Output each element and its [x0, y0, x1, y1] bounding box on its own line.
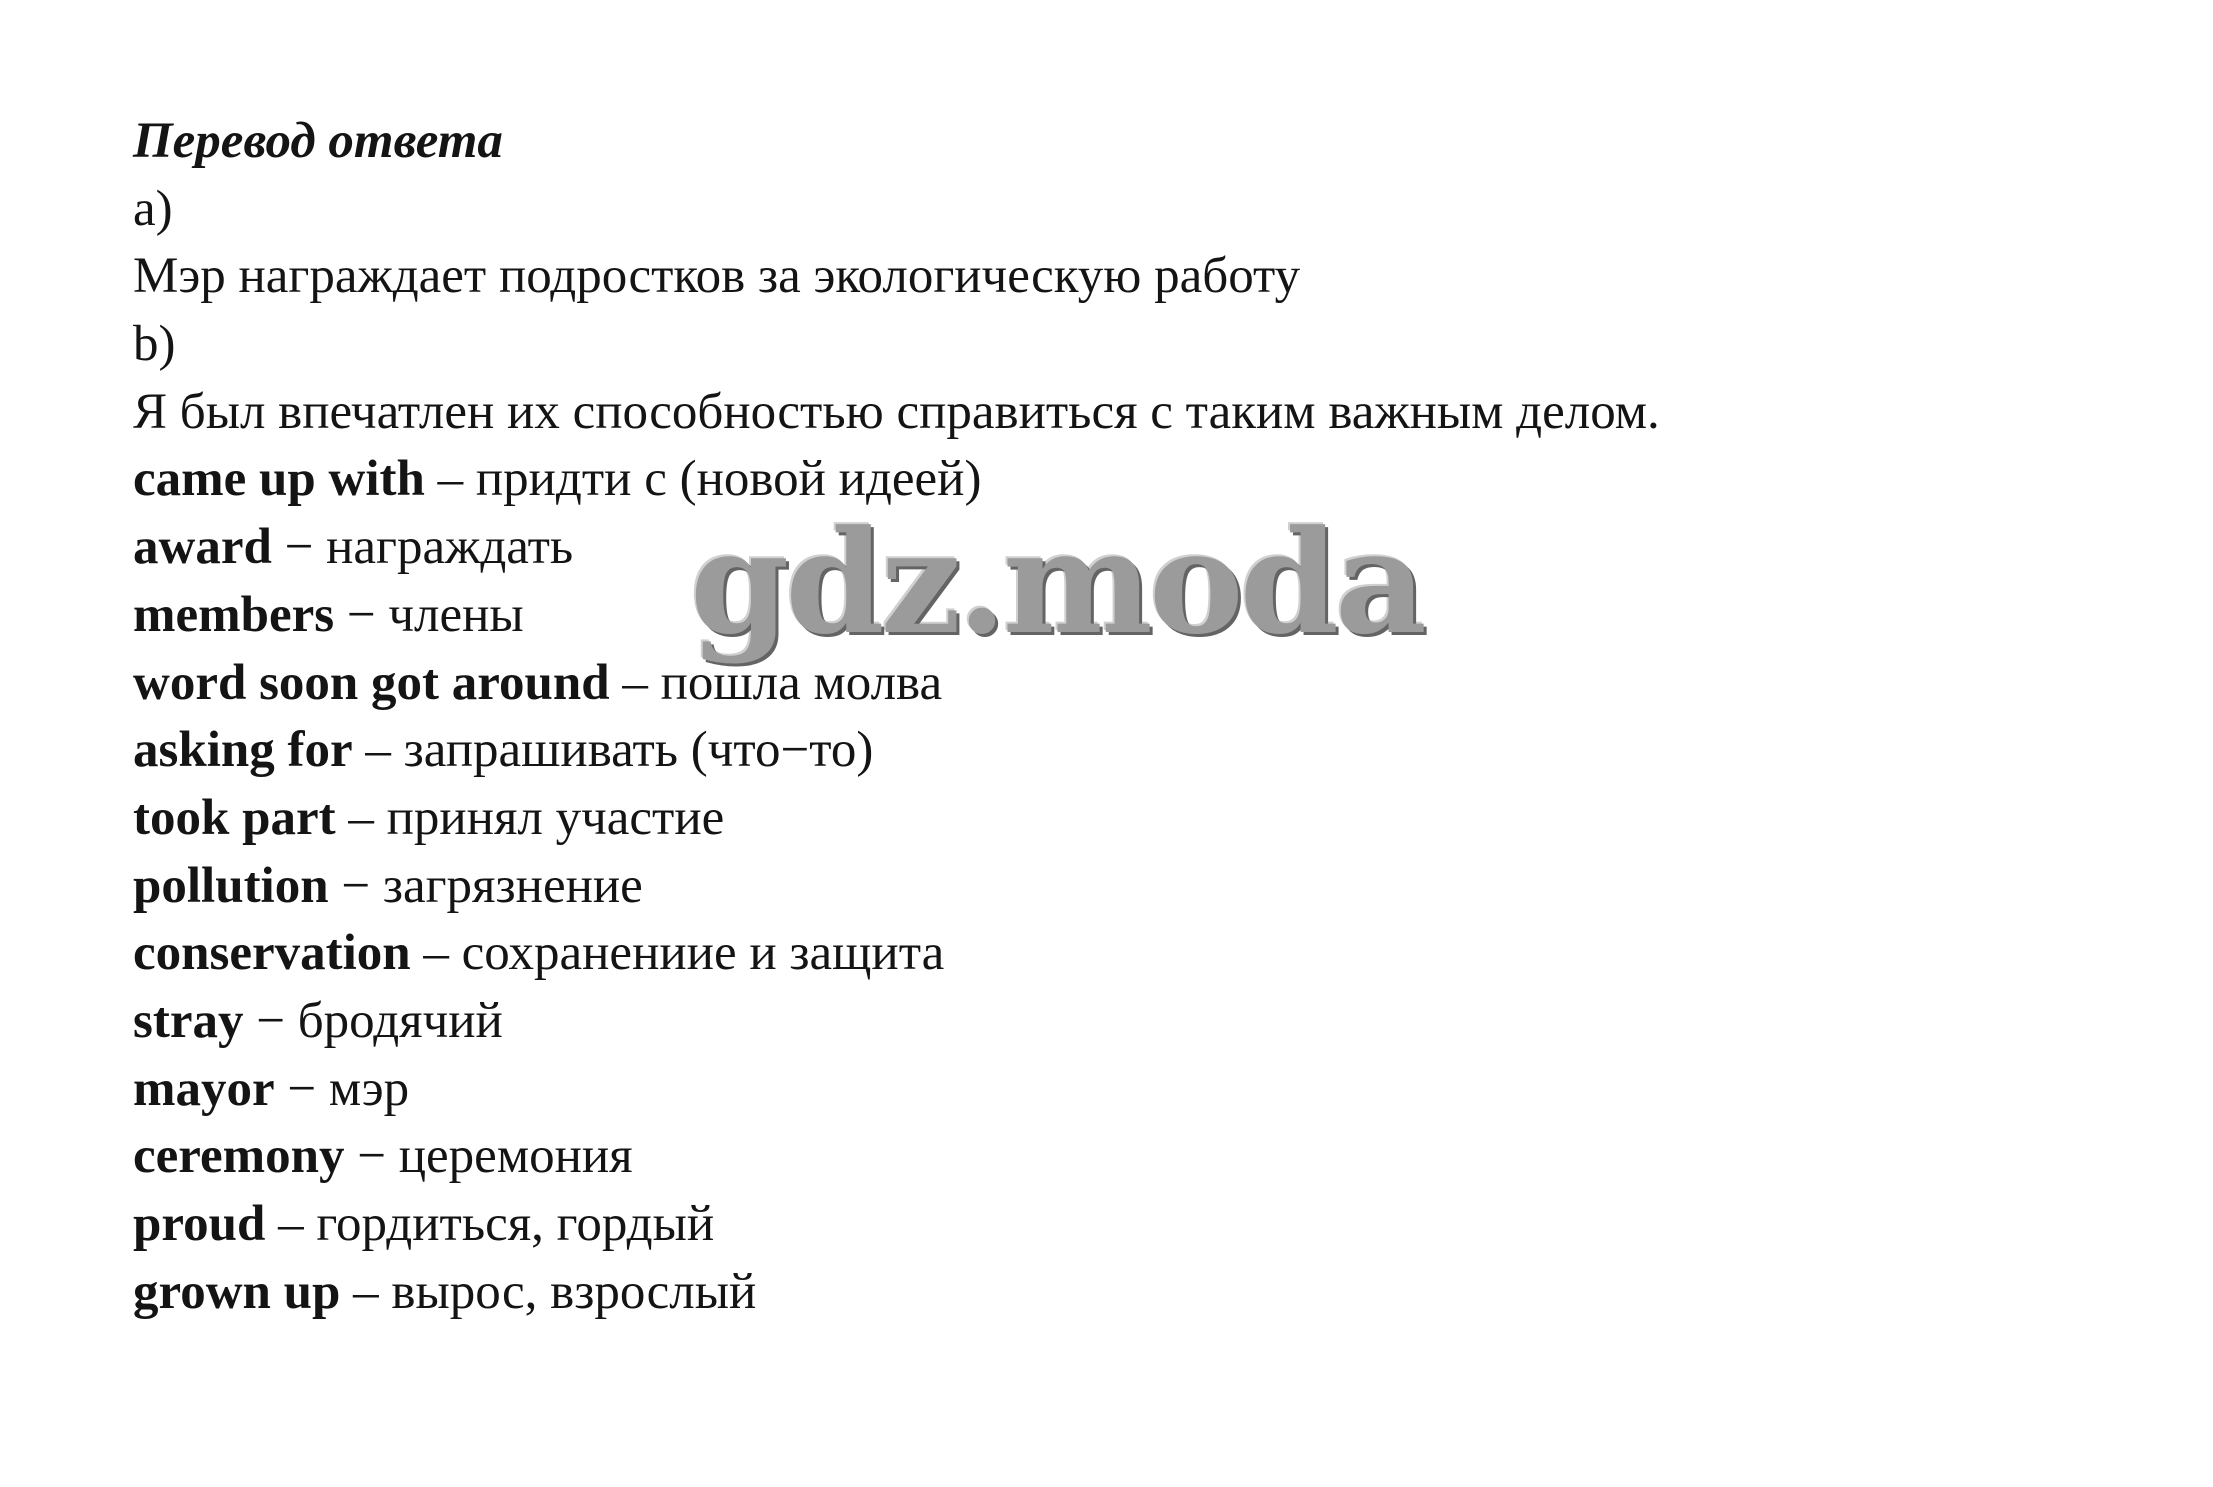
vocab-separator: – [424, 451, 476, 508]
vocab-item [133, 988, 2133, 1056]
vocab-separator: – [335, 789, 387, 846]
vocab-translation: сохранениие и защита [461, 925, 945, 982]
vocab-term: came up with [133, 451, 425, 508]
vocab-term: mayor [133, 1060, 275, 1117]
vocab-term: took part [133, 789, 336, 846]
vocab-separator: − [243, 992, 298, 1049]
vocab-translation: принял участие [386, 789, 725, 846]
vocab-translation: вырос, взрослый [391, 1263, 757, 1320]
vocab-translation: церемония [398, 1128, 633, 1185]
vocab-separator: − [344, 1128, 399, 1185]
vocab-translation: придти с (новой идеей) [475, 451, 982, 508]
vocab-item [133, 1259, 2133, 1327]
vocab-separator: – [352, 722, 404, 779]
vocab-item [133, 785, 2133, 853]
vocab-separator: − [328, 857, 383, 914]
vocab-term: award [133, 519, 272, 576]
part-b-text: Я был впечатлен их способностью справиться с таким важным делом. [133, 383, 1660, 440]
vocab-term: word soon got around [133, 654, 610, 711]
vocab-translation: гордиться, гордый [316, 1196, 715, 1252]
part-a-label: a) [133, 180, 173, 237]
watermark-logo: gdz.moda [690, 500, 1423, 666]
vocab-translation: бродячий [297, 992, 503, 1049]
vocab-item [133, 1191, 2133, 1259]
vocab-item [133, 1123, 2133, 1191]
vocab-term: grown up [133, 1263, 341, 1320]
vocab-item [133, 853, 2133, 921]
vocab-term: stray [133, 992, 244, 1049]
vocab-separator: – [410, 925, 462, 982]
part-b-label: b) [133, 316, 176, 373]
vocab-separator: − [271, 519, 327, 576]
vocab-term: ceremony [133, 1128, 345, 1185]
answer-heading: Перевод ответа [133, 113, 503, 169]
vocab-term: pollution [133, 857, 329, 914]
vocab-translation: члены [388, 586, 524, 643]
vocab-separator: − [274, 1060, 329, 1117]
vocab-translation: пошла молва [660, 654, 943, 711]
vocab-item [133, 717, 2133, 785]
vocab-separator: – [609, 654, 661, 711]
vocab-term: proud [133, 1196, 266, 1252]
vocab-separator: – [265, 1196, 317, 1252]
part-a-text: Мэр награждает подростков за экологическую работу [133, 248, 1301, 305]
vocab-term: members [133, 586, 335, 643]
vocab-item [133, 1056, 2133, 1124]
vocab-translation: награждать [326, 519, 574, 576]
vocab-translation: запрашивать (что−то) [403, 722, 874, 779]
vocab-item [133, 920, 2133, 988]
vocab-translation: мэр [328, 1060, 410, 1117]
vocab-translation: загрязнение [382, 857, 643, 914]
vocab-term: conservation [133, 925, 411, 982]
vocab-separator: – [340, 1263, 392, 1320]
document-body [133, 108, 2133, 1326]
vocab-separator: − [334, 586, 389, 643]
vocab-term: asking for [133, 722, 353, 779]
